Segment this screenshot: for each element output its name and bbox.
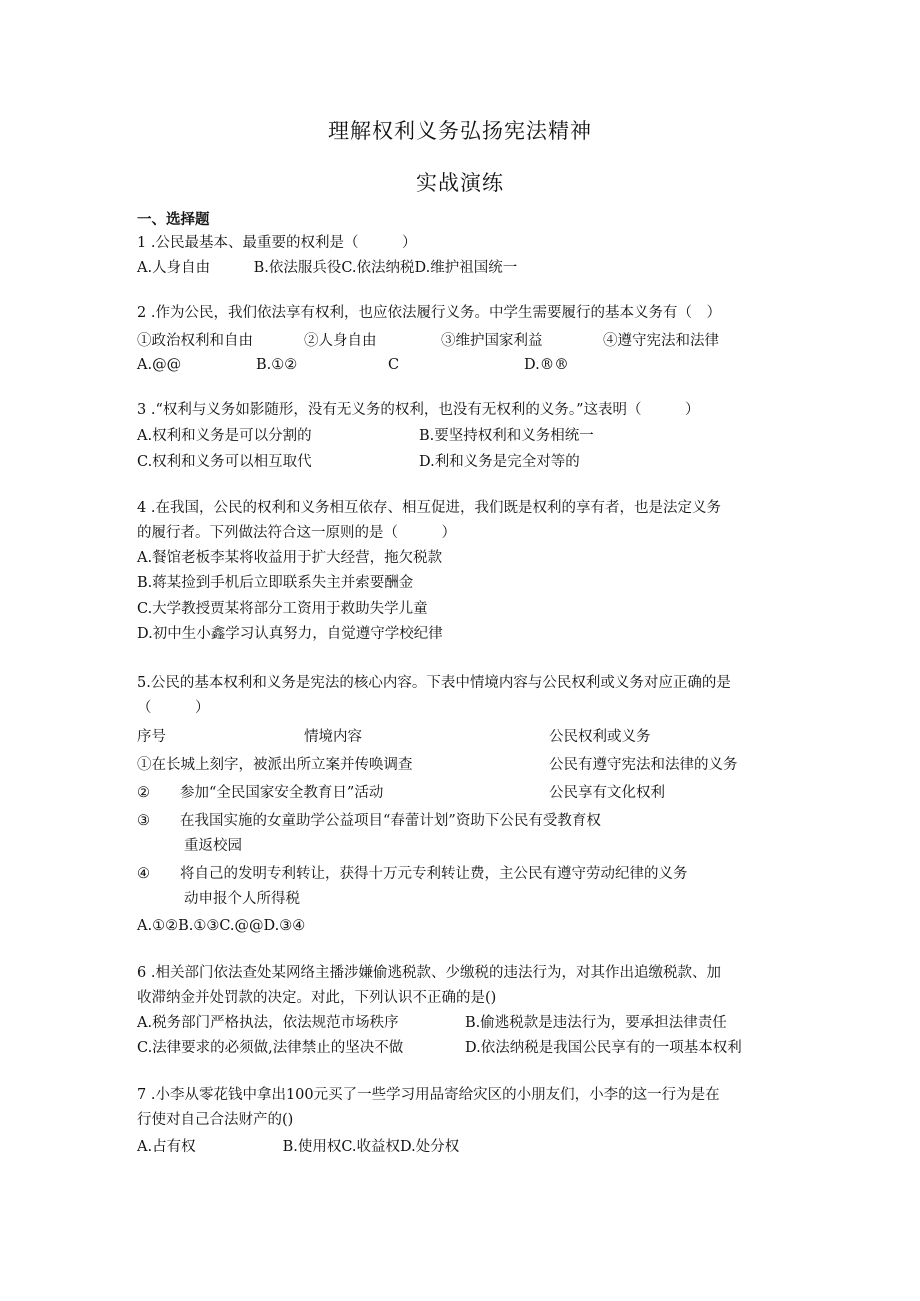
question-stem-continued: （ ） <box>137 700 210 716</box>
question-stem: 4 .在我国，公民的权利和义务相互依存、相互促进，我们既是权利的享有者，也是法定义务 <box>137 500 721 516</box>
table-row-1-scene: ①在长城上刻字，被派出所立案并传唤调查 <box>137 757 413 773</box>
question-item: ①政治权利和自由 <box>137 333 253 349</box>
question-item: ④遵守宪法和法律 <box>603 333 719 349</box>
question-stem-continued: 行使对自己合法财产的() <box>137 1112 294 1128</box>
question-item: ②人身自由 <box>304 333 377 349</box>
option-a: A.@@ <box>137 357 182 373</box>
question-stem: 7 .小李从零花钱中拿出100元买了一些学习用品寄给灾区的小朋友们，小李的这一行为是在 <box>137 1087 720 1103</box>
option-d: D.依法纳税是我国公民享有的一项基本权利 <box>465 1040 742 1056</box>
table-header-scene: 情境内容 <box>304 729 362 745</box>
question-stem: 3 .“权利与义务如影随形，没有无义务的权利，也没有无权利的义务。”这表明（ ） <box>137 402 700 418</box>
question-stem: 1 .公民最基本、最重要的权利是（ ） <box>137 235 417 251</box>
option-b: B.偷逃税款是违法行为，要承担法律责任 <box>465 1015 727 1031</box>
question-stem: 6 .相关部门依法查处某网络主播涉嫌偷逃税款、少缴税的违法行为，对其作出追缴税款、加 <box>137 965 721 981</box>
question-item: ③维护国家利益 <box>441 333 543 349</box>
option-c: C <box>388 357 400 373</box>
option-b: B.蒋某捡到手机后立即联系失主并索要酬金 <box>137 575 414 591</box>
table-row-2-right: 公民享有文化权利 <box>549 785 665 801</box>
table-row-4-scene: 将自己的发明专利转让，获得十万元专利转让费，主公民有遵守劳动纪律的义务 <box>180 866 688 882</box>
table-row-3-number: ③ <box>137 813 150 829</box>
option-c: C.法律要求的必须做,法律禁止的坚决不做 <box>137 1040 404 1056</box>
table-row-4-number: ④ <box>137 866 150 882</box>
table-row-3-scene: 在我国实施的女童助学公益项目“春蕾计划”资助下公民有受教育权 <box>180 813 601 829</box>
question-options: A.占有权 B.使用权C.收益权D.处分权 <box>137 1139 460 1155</box>
question-options: A.①②B.①③C.@@D.③④ <box>137 918 306 934</box>
table-row-3-scene-continued: 重返校园 <box>184 838 242 854</box>
table-row-1-right: 公民有遵守宪法和法律的义务 <box>549 757 738 773</box>
option-a: A.权利和义务是可以分割的 <box>137 428 312 444</box>
table-row-2-number: ② <box>137 785 150 801</box>
option-b: B.①② <box>256 357 298 373</box>
option-d: D.初中生小鑫学习认真努力，自觉遵守学校纪律 <box>137 626 443 642</box>
option-a: A.餐馆老板李某将收益用于扩大经营，拖欠税款 <box>137 550 443 566</box>
option-a: A.税务部门严格执法，依法规范市场秩序 <box>137 1015 399 1031</box>
table-row-2-scene: 参加“全民国家安全教育日”活动 <box>180 785 384 801</box>
question-options: A.人身自由 B.依法服兵役C.依法纳税D.维护祖国统一 <box>137 260 518 276</box>
table-header-number: 序号 <box>137 729 166 745</box>
table-row-4-scene-continued: 动申报个人所得税 <box>184 891 300 907</box>
option-c: C.权利和义务可以相互取代 <box>137 454 312 470</box>
question-stem: 5.公民的基本权利和义务是宪法的核心内容。下表中情境内容与公民权利或义务对应正确的是 <box>137 675 731 691</box>
question-stem: 2 .作为公民，我们依法享有权利，也应依法履行义务。中学生需要履行的基本义务有（ ） <box>137 305 721 321</box>
table-header-right: 公民权利或义务 <box>549 729 651 745</box>
option-d: D.利和义务是完全对等的 <box>419 454 580 470</box>
option-b: B.要坚持权利和义务相统一 <box>419 428 594 444</box>
option-c: C.大学教授贾某将部分工资用于救助失学儿童 <box>137 601 428 617</box>
document-title: 理解权利义务弘扬宪法精神 <box>328 119 592 143</box>
document-subtitle: 实战演练 <box>416 171 504 195</box>
option-d: D.®® <box>524 357 569 373</box>
question-stem-continued: 收滞纳金并处罚款的决定。对此，下列认识不正确的是() <box>137 990 497 1006</box>
section-heading: 一、选择题 <box>137 211 210 228</box>
question-stem-continued: 的履行者。下列做法符合这一原则的是（ ） <box>137 525 456 541</box>
